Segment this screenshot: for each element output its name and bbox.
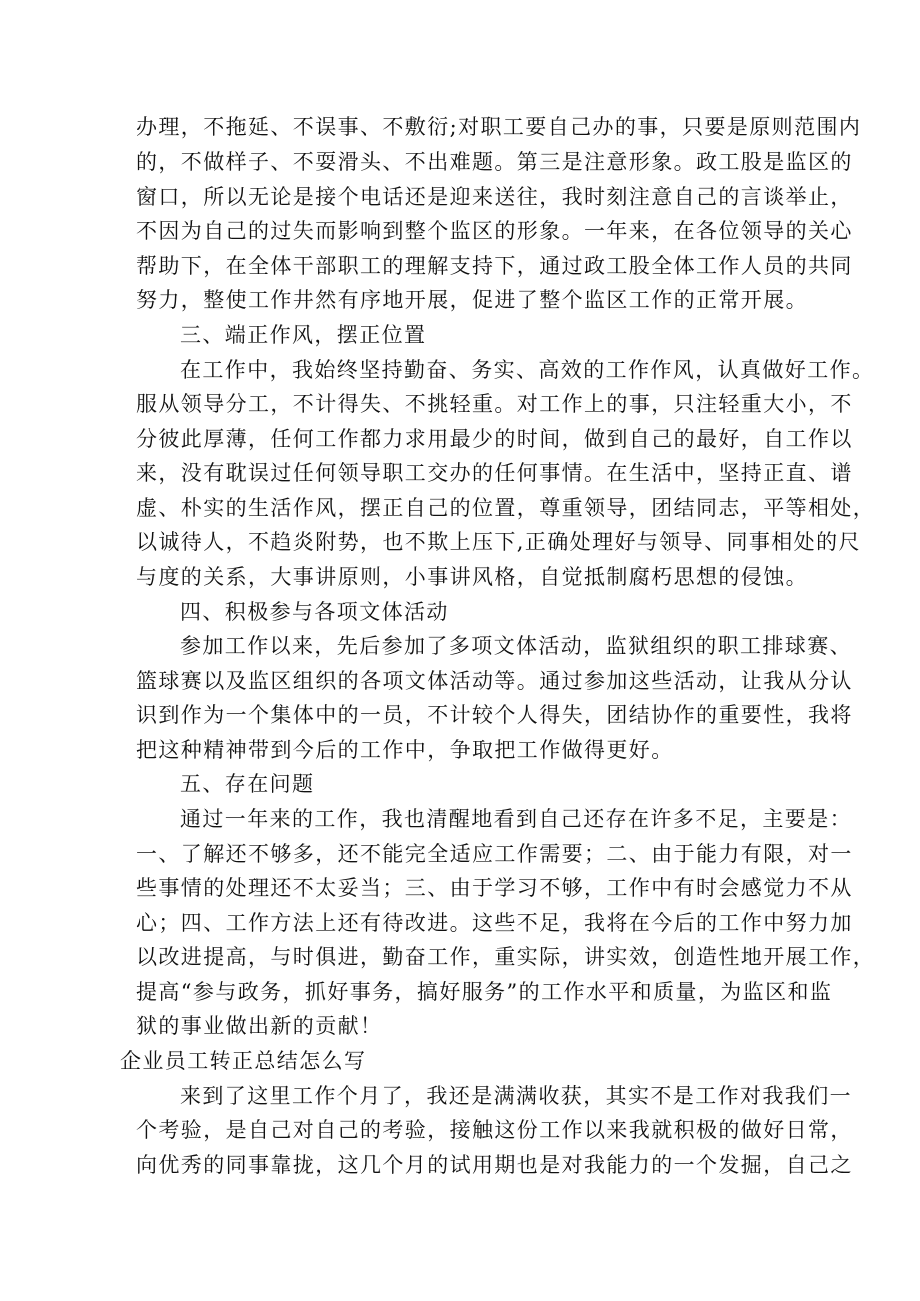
- body-text-line: 不因为自己的过失而影响到整个监区的形象。一年来，在各位领导的关心: [136, 219, 853, 243]
- document-title: 企业员工转正总结怎么写: [120, 1049, 367, 1073]
- body-text-line: 的，不做样子、不耍滑头、不出难题。第三是注意形象。政工股是监区的: [136, 150, 853, 174]
- body-text-line: 帮助下，在全体干部职工的理解支持下，通过政工股全体工作人员的共同: [136, 254, 853, 278]
- body-text-line: 心；四、工作方法上还有待改进。这些不足，我将在今后的工作中努力加: [136, 911, 853, 935]
- body-text-line: 向优秀的同事靠拢，这几个月的试用期也是对我能力的一个发掘，自己之: [136, 1153, 853, 1177]
- paragraph-first-line: 参加工作以来，先后参加了多项文体活动，监狱组织的职工排球赛、: [180, 634, 852, 658]
- body-text-line: 分彼此厚薄，任何工作都力求用最少的时间，做到自己的最好，自工作以: [136, 427, 853, 451]
- body-text-line: 努力，整使工作井然有序地开展，促进了整个监区工作的正常开展。: [136, 288, 808, 312]
- body-text-line: 来，没有耽误过任何领导职工交办的任何事情。在生活中，坚持正直、谱: [136, 461, 853, 485]
- section-heading: 五、存在问题: [180, 772, 315, 796]
- body-text-line: 窗口，所以无论是接个电话还是迎来送往，我时刻注意自己的言谈举止，: [136, 185, 853, 209]
- section-heading: 三、端正作风，摆正位置: [180, 323, 427, 347]
- body-text-line: 办理，不拖延、不误事、不敷衍;对职工要自己办的事，只要是原则范围内: [136, 115, 862, 139]
- body-text-line: 服从领导分工，不计得失、不挑轻重。对工作上的事，只注轻重大小，不: [136, 392, 853, 416]
- body-text-line: 识到作为一个集体中的一员，不计较个人得失，团结协作的重要性，我将: [136, 703, 853, 727]
- body-text-line: 虚、朴实的生活作风，摆正自己的位置，尊重领导，团结同志，平等相处，: [136, 496, 876, 520]
- paragraph-first-line: 在工作中，我始终坚持勤奋、务实、高效的工作作风，认真做好工作。: [180, 358, 875, 382]
- body-text-line: 狱的事业做出新的贡献！: [136, 1014, 383, 1038]
- body-text-line: 以改进提高，与时俱进，勤奋工作，重实际，讲实效，创造性地开展工作，: [136, 945, 876, 969]
- body-text-line: 一、了解还不够多，还不能完全适应工作需要；二、由于能力有限，对一: [136, 842, 853, 866]
- paragraph-first-line: 来到了这里工作个月了，我还是满满收获，其实不是工作对我我们一: [180, 1084, 852, 1108]
- body-text-line: 些事情的处理还不太妥当；三、由于学习不够，工作中有时会感觉力不从: [136, 876, 853, 900]
- body-text-line: 把这种精神带到今后的工作中，争取把工作做得更好。: [136, 738, 674, 762]
- body-text-line: 提高“参与政务，抓好事务，搞好服务”的工作水平和质量，为监区和监: [136, 980, 833, 1004]
- body-text-line: 与度的关系，大事讲原则，小事讲风格，自觉抵制腐朽思想的侵蚀。: [136, 565, 808, 589]
- section-heading: 四、积极参与各项文体活动: [180, 600, 449, 624]
- body-text-line: 以诚待人，不趋炎附势，也不欺上压下,正确处理好与领导、同事相处的尺: [136, 530, 861, 554]
- body-text-line: 篮球赛以及监区组织的各项文体活动等。通过参加这些活动，让我从分认: [136, 669, 853, 693]
- body-text-line: 个考验，是自己对自己的考验，接触这份工作以来我就积极的做好日常，: [136, 1118, 853, 1142]
- paragraph-first-line: 通过一年来的工作，我也清醒地看到自己还存在许多不足，主要是：: [180, 807, 852, 831]
